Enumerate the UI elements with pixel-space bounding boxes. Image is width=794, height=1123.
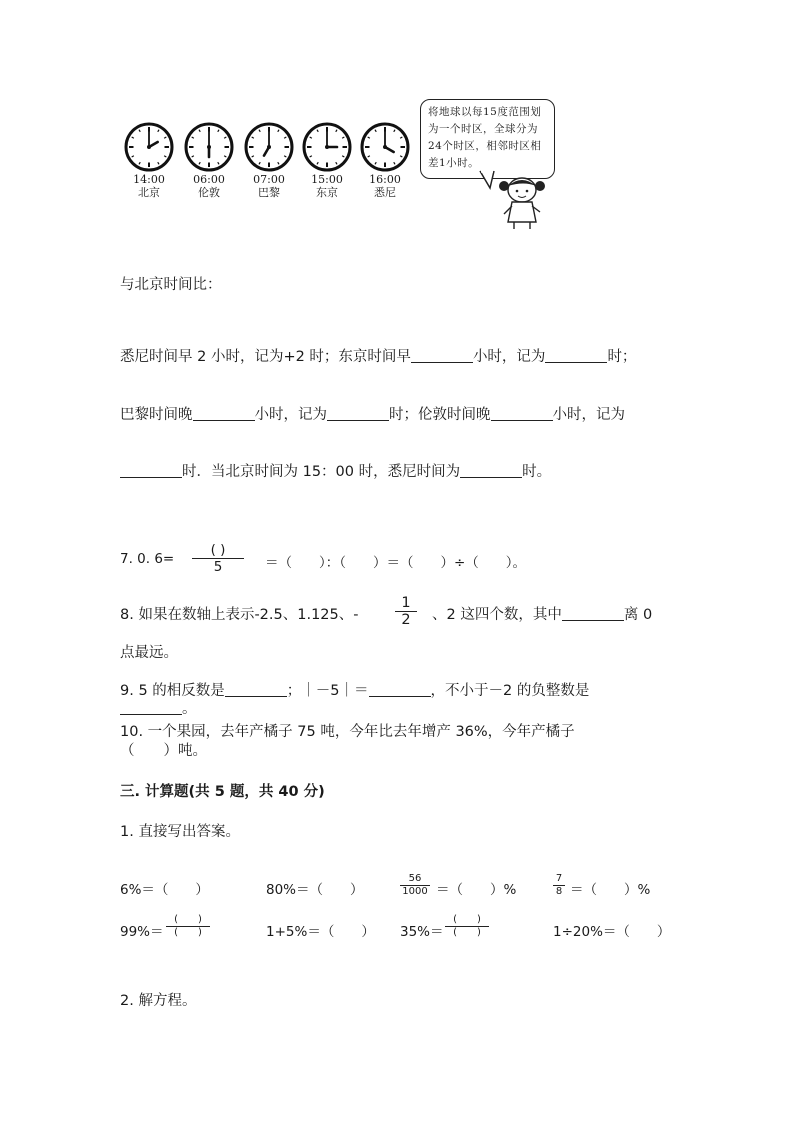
q6-intro: 与北京时间比： (120, 277, 222, 293)
q8-line2: 点最远。 (120, 645, 178, 661)
answer-blank[interactable] (545, 348, 607, 363)
clock-city: 巴黎 (258, 186, 280, 199)
q9-text-a: 9. 5 的相反数是 (120, 683, 225, 699)
fraction-numerator: 1 (401, 595, 411, 611)
answer-blank[interactable] (411, 348, 473, 363)
calc1-r2c1: 99%＝ (120, 924, 164, 940)
q10-line1: 10. 一个果园，去年产橘子 75 吨，今年比去年增产 36%，今年产橘子 (120, 724, 575, 740)
q6-line1-text-c: 时； (607, 349, 637, 365)
q9-text-c: ，不小于－2 的负整数是 (430, 683, 590, 699)
fraction-denominator: 2 (401, 612, 411, 628)
fraction-numerator[interactable]: ( ) (174, 914, 202, 925)
fraction-denominator[interactable]: ( ) (453, 927, 481, 938)
q6-line3-text-a: 时．当北京时间为 15：00 时，悉尼时间为 (182, 464, 461, 480)
clock-icon-beijing (124, 122, 174, 172)
calc1-title: 1. 直接写出答案。 (120, 824, 240, 840)
calc1-r2c3: 35%＝ (400, 924, 444, 940)
answer-blank[interactable] (327, 406, 389, 421)
fraction-denominator: 1000 (402, 886, 428, 897)
clock-label-sydney (350, 173, 420, 199)
q8-tail (432, 603, 652, 624)
q6-line2-text-c: 时；伦敦时间晚 (389, 407, 491, 423)
q7-prefix: 7. 0. 6= (120, 551, 175, 567)
calc1-r1c4-fraction (553, 873, 565, 898)
bubble-text: 将地球以每15度范围划为一个时区，全球分为24个时区，相邻时区相差1小时。 (428, 106, 542, 169)
clock-center (267, 145, 271, 149)
fraction-denominator[interactable]: ( ) (174, 927, 202, 938)
answer-blank[interactable] (369, 682, 431, 697)
answer-blank[interactable] (120, 700, 182, 715)
q10-line2[interactable]: （ ）吨。 (120, 743, 207, 759)
answer-blank[interactable] (562, 606, 624, 621)
clock-time: 14:00 (133, 173, 165, 186)
clock-icon-sydney (360, 122, 410, 172)
fraction-numerator: 7 (555, 873, 563, 884)
clock-city: 北京 (138, 186, 160, 199)
q6-line2-text-d: 小时，记为 (552, 407, 625, 423)
answer-blank[interactable] (120, 463, 182, 478)
clock-center (147, 145, 151, 149)
calc1-r1c2[interactable]: 80%＝（ ） (266, 882, 364, 898)
fraction-denominator: 8 (555, 886, 563, 897)
clock-time: 07:00 (253, 173, 285, 186)
calc1-r1c4-rest[interactable]: ＝（ ）% (570, 882, 651, 898)
clock-center (383, 145, 387, 149)
fraction-numerator[interactable]: ( ) (210, 542, 226, 558)
calc1-r1c3-rest[interactable]: ＝（ ）% (436, 882, 517, 898)
answer-blank[interactable] (193, 406, 255, 421)
clock-time: 06:00 (193, 173, 225, 186)
clock-time: 15:00 (311, 173, 343, 186)
q8-prefix: 8. 如果在数轴上表示-2.5、1.125、- (120, 607, 359, 623)
clock-center (207, 145, 211, 149)
q6-line1 (120, 345, 636, 366)
clock-city: 悉尼 (374, 186, 396, 199)
q6-line3-text-b: 时。 (522, 464, 552, 480)
fraction-denominator: 5 (213, 559, 223, 575)
clock-icon-paris (244, 122, 294, 172)
q8-fraction (395, 595, 417, 628)
clock-icon-london (184, 122, 234, 172)
clock-city: 东京 (316, 186, 338, 199)
clock-center (325, 145, 329, 149)
q6-line2 (120, 403, 625, 424)
q6-line1-text-b: 小时，记为 (472, 349, 546, 365)
clock-icon-tokyo (302, 122, 352, 172)
q6-line2-text-a: 巴黎时间晚 (120, 407, 193, 423)
q6-line3 (120, 460, 551, 481)
answer-blank[interactable] (491, 406, 553, 421)
clock-city: 伦敦 (198, 186, 220, 199)
q6-line2-text-b: 小时，记为 (254, 407, 327, 423)
q7-fraction (192, 542, 244, 575)
answer-blank[interactable] (460, 463, 522, 478)
answer-blank[interactable] (225, 682, 287, 697)
calc1-r2c3-fraction (445, 914, 489, 939)
q6-line1-text-a: 悉尼时间早 2 小时，记为+2 时；东京时间早 (120, 349, 411, 365)
q9-text-d: 。 (182, 701, 197, 717)
fraction-numerator[interactable]: ( ) (453, 914, 481, 925)
calc1-r1c3-fraction (400, 873, 430, 898)
fraction-numerator: 56 (408, 873, 422, 884)
calc1-r2c4[interactable]: 1÷20%＝（ ） (553, 924, 671, 940)
calc1-r2c1-fraction (166, 914, 210, 939)
calc2-title: 2. 解方程。 (120, 993, 197, 1009)
q8-mid: 、2 这四个数，其中 (432, 607, 562, 623)
calc1-r2c2[interactable]: 1+5%＝（ ） (266, 924, 375, 940)
q9-text-b: ；｜－5｜＝ (286, 683, 369, 699)
q9-line2 (120, 697, 197, 718)
calc1-r1c1[interactable]: 6%＝（ ） (120, 882, 209, 898)
section-title: 三. 计算题(共 5 题，共 40 分) (120, 784, 325, 800)
q7-rest[interactable]: ＝（ ）：（ ）＝（ ）÷（ ）。 (265, 555, 527, 571)
q8-end: 离 0 (623, 607, 653, 623)
girl-illustration-icon (494, 172, 554, 232)
clock-time: 16:00 (369, 173, 401, 186)
